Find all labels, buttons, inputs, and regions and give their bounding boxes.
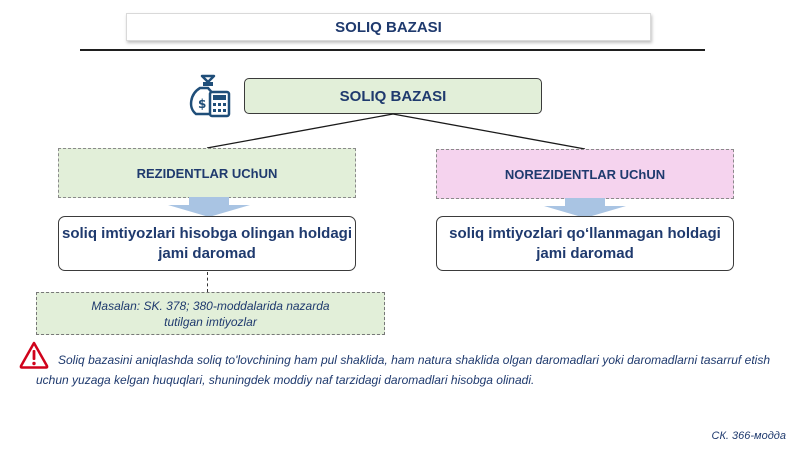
nonresidents-box — [436, 149, 734, 199]
title-divider — [80, 49, 705, 51]
nonresidents-label: NOREZIDENTLAR UChUN — [504, 166, 666, 182]
residents-box — [58, 148, 356, 198]
residents-down-arrow — [168, 197, 250, 217]
nonresidents-income-text: soliq imtiyozlari qo‘llanmagan holdagi jami daromad — [449, 224, 721, 262]
residents-income-text: soliq imtiyozlari hisobga olingan holdagi jami daromad — [61, 224, 353, 262]
residents-example-box — [36, 292, 385, 335]
nonresidents-income-box — [436, 216, 734, 271]
example-connector — [207, 272, 208, 292]
tax-base-root-box — [244, 78, 542, 114]
money-bag-calculator-icon — [186, 72, 232, 118]
residents-example-text: Masalan: SK. 378; 380-moddalarida nazarda tutilgan imtiyozlar — [91, 298, 330, 329]
residents-income-box — [58, 216, 356, 271]
page-title: SOLIQ BAZASI — [126, 13, 651, 41]
nonresidents-down-arrow — [544, 198, 626, 218]
note-text: Soliq bazasini aniqlashda soliq to'lovchining ham pul shaklida, ham natura shaklida olgan daromadlari yoki daromadlarni tasarruf etish uchun yuzaga kelgan huquqlari, shuningdek moddiy naf tarzidagi daromadlari hisobga olinadi. — [36, 353, 770, 387]
svg-text:$: $ — [198, 97, 207, 111]
source-reference: СК. 366-модда — [711, 430, 786, 442]
residents-label: REZIDENTLAR UChUN — [136, 165, 278, 181]
tax-base-root-label: SOLIQ BAZASI — [339, 87, 447, 105]
